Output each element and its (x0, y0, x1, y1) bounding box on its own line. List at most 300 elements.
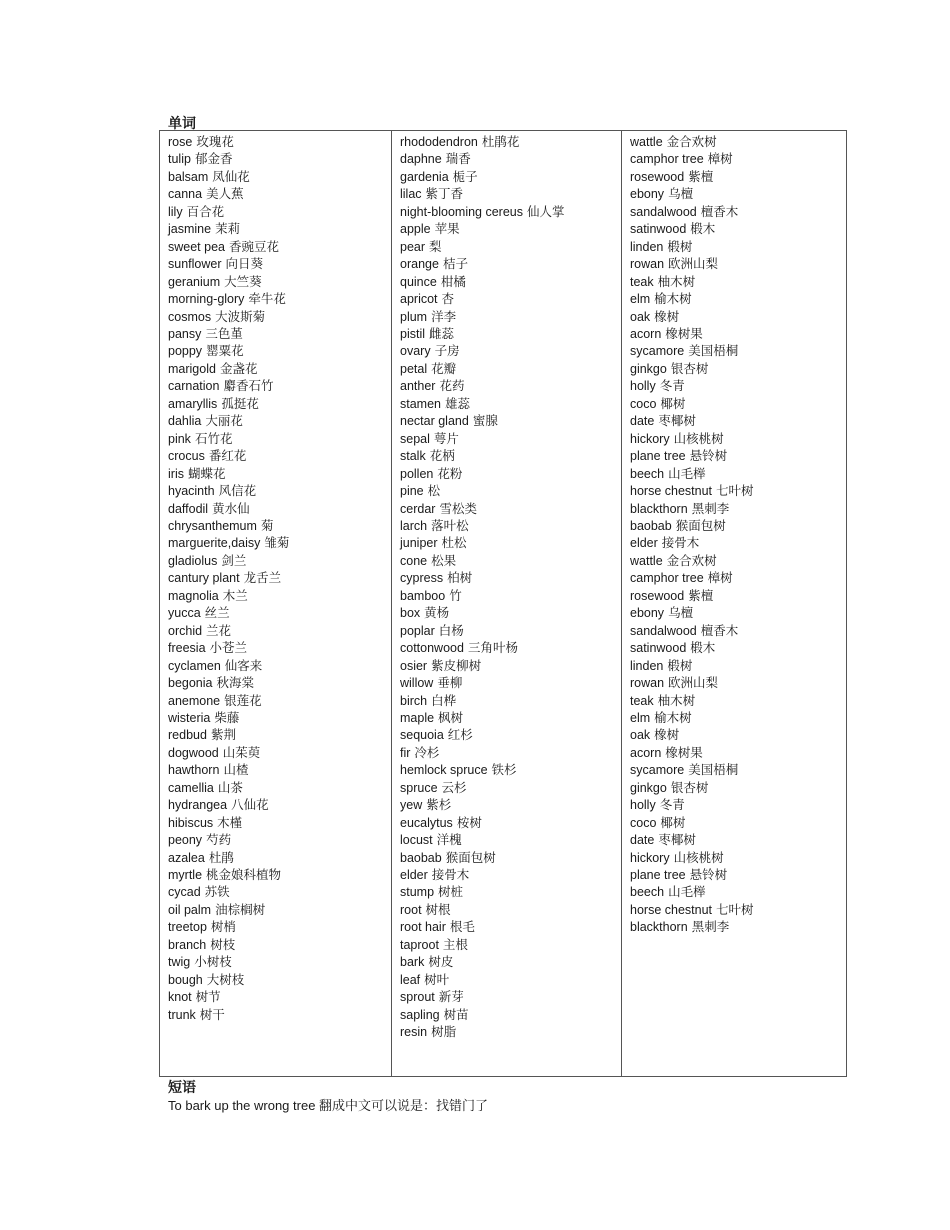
vocab-entry (400, 378, 621, 395)
vocab-chinese: 美国梧桐 (688, 344, 739, 359)
vocab-entry (400, 343, 621, 360)
vocab-chinese: 椴树 (667, 658, 693, 673)
vocab-chinese: 桔子 (442, 257, 468, 272)
vocab-chinese: 檀香木 (700, 623, 739, 638)
vocab-english: cosmos (168, 309, 212, 324)
vocab-entry (400, 1024, 621, 1041)
vocab-english: oak (630, 728, 651, 743)
vocab-english: branch (168, 937, 207, 952)
vocab-english: plane tree (630, 449, 686, 464)
vocab-entry (168, 850, 391, 867)
vocab-english: acorn (630, 745, 662, 760)
vocab-entry (630, 693, 846, 710)
vocab-chinese: 杜松 (441, 536, 467, 551)
vocab-chinese: 木兰 (222, 588, 248, 603)
vocab-english: pistil (400, 326, 426, 341)
vocab-chinese: 黄杨 (424, 606, 450, 621)
vocab-chinese: 凤仙花 (212, 169, 250, 184)
vocab-entry (630, 518, 846, 535)
vocab-chinese: 树桩 (438, 885, 464, 900)
vocab-entry (400, 326, 621, 343)
vocab-english: geranium (168, 274, 221, 289)
vocab-english: sequoia (400, 728, 444, 743)
vocab-english: iris (168, 466, 184, 481)
vocab-chinese: 牵牛花 (248, 292, 286, 307)
vocab-chinese: 紫檀 (688, 588, 714, 603)
vocab-english: holly (630, 798, 656, 813)
vocab-entry (400, 658, 621, 675)
vocab-english: sandalwood (630, 623, 697, 638)
vocab-entry (630, 658, 846, 675)
vocab-entry (400, 256, 621, 273)
vocab-entry (630, 553, 846, 570)
vocab-english: cerdar (400, 501, 436, 516)
vocab-entry (630, 727, 846, 744)
vocab-entry (168, 518, 391, 535)
vocab-entry (168, 413, 391, 430)
vocab-english: oak (630, 309, 651, 324)
vocab-chinese: 石竹花 (194, 431, 233, 446)
vocab-chinese: 垂柳 (437, 676, 463, 691)
vocab-english: cantury plant (168, 571, 240, 586)
vocab-english: fir (400, 745, 411, 760)
vocabulary-column-2 (391, 131, 621, 1076)
vocab-chinese: 椰树 (660, 815, 686, 830)
vocab-entry (168, 972, 391, 989)
vocab-chinese: 银杏树 (670, 361, 709, 376)
vocab-english: linden (630, 658, 664, 673)
vocab-entry (400, 535, 621, 552)
vocab-english: balsam (168, 169, 209, 184)
vocab-chinese: 洋李 (431, 309, 457, 324)
vocab-english: anemone (168, 693, 221, 708)
vocab-chinese: 金合欢树 (666, 553, 717, 568)
vocab-chinese: 椴木 (690, 222, 716, 237)
vocab-chinese: 杏 (441, 292, 455, 307)
vocab-chinese: 椰树 (660, 396, 686, 411)
vocab-entry (400, 518, 621, 535)
vocab-chinese: 番红花 (208, 449, 247, 464)
vocab-chinese: 金盏花 (219, 361, 258, 376)
vocab-chinese: 悬铃树 (689, 868, 728, 883)
vocab-chinese: 新芽 (438, 990, 464, 1005)
vocab-chinese: 丝兰 (204, 606, 230, 621)
vocab-english: crocus (168, 449, 205, 464)
vocab-entry (168, 605, 391, 622)
vocab-english: baobab (630, 518, 672, 533)
vocab-chinese: 黄水仙 (212, 501, 250, 516)
vocab-chinese: 花瓣 (431, 361, 457, 376)
vocab-entry (630, 256, 846, 273)
vocab-entry (630, 815, 846, 832)
vocab-chinese: 猴面包树 (675, 518, 726, 533)
vocab-chinese: 七叶树 (716, 484, 754, 499)
vocab-chinese: 冷杉 (414, 745, 440, 760)
vocab-chinese: 杜鹃 (208, 850, 234, 865)
vocab-english: blackthorn (630, 920, 688, 935)
vocab-entry (400, 1007, 621, 1024)
vocab-english: coco (630, 396, 657, 411)
vocab-entry (168, 570, 391, 587)
vocab-entry (168, 693, 391, 710)
vocab-chinese: 雄蕊 (445, 396, 471, 411)
vocab-english: camphor tree (630, 152, 704, 167)
vocab-english: birch (400, 693, 428, 708)
vocab-chinese: 树脂 (431, 1025, 457, 1040)
vocab-chinese: 橡树果 (665, 326, 703, 341)
vocab-english: daphne (400, 152, 442, 167)
vocab-english: satinwood (630, 222, 687, 237)
vocab-chinese: 花药 (439, 379, 465, 394)
vocab-entry (168, 343, 391, 360)
vocab-entry (630, 361, 846, 378)
vocab-chinese: 柴藤 (214, 710, 240, 725)
vocab-chinese: 蜜腺 (472, 414, 498, 429)
vocab-entry (630, 867, 846, 884)
vocab-english: plane tree (630, 868, 686, 883)
vocab-english: myrtle (168, 868, 203, 883)
vocab-entry (168, 501, 391, 518)
vocab-chinese: 树苗 (443, 1007, 469, 1022)
vocab-chinese: 冬青 (659, 379, 685, 394)
vocab-entry (630, 640, 846, 657)
vocab-english: pollen (400, 466, 434, 481)
vocab-entry (630, 134, 846, 151)
vocab-entry (168, 378, 391, 395)
vocab-chinese: 七叶树 (716, 902, 754, 917)
vocab-english: yucca (168, 606, 201, 621)
vocab-chinese: 橡树 (654, 309, 680, 324)
vocab-english: nectar gland (400, 414, 469, 429)
vocab-english: ginkgo (630, 780, 667, 795)
vocab-chinese: 茉莉 (215, 222, 241, 237)
vocab-english: sapling (400, 1007, 440, 1022)
vocab-english: daffodil (168, 501, 209, 516)
vocab-english: elder (400, 868, 428, 883)
vocab-entry (630, 884, 846, 901)
vocab-english: carnation (168, 379, 220, 394)
vocab-chinese: 冬青 (659, 798, 685, 813)
vocab-english: orchid (168, 623, 203, 638)
vocab-entry (400, 850, 621, 867)
vocab-entry (400, 448, 621, 465)
vocab-entry (400, 169, 621, 186)
vocab-chinese: 栀子 (452, 169, 478, 184)
vocab-chinese: 白桦 (431, 693, 457, 708)
vocab-chinese: 樟树 (707, 571, 733, 586)
vocab-chinese: 兰花 (206, 623, 232, 638)
vocab-chinese: 美国梧桐 (688, 763, 739, 778)
vocab-english: cyclamen (168, 658, 221, 673)
vocab-chinese: 油棕榈树 (215, 902, 266, 917)
vocab-chinese: 树干 (199, 1007, 225, 1022)
vocab-english: cone (400, 553, 428, 568)
vocab-chinese: 接骨木 (431, 868, 470, 883)
vocab-english: morning-glory (168, 292, 245, 307)
vocab-english: treetop (168, 920, 207, 935)
vocab-english: maple (400, 710, 435, 725)
vocab-chinese: 柚木树 (657, 693, 696, 708)
vocab-entry (400, 623, 621, 640)
vocab-english: plum (400, 309, 428, 324)
vocab-entry (168, 291, 391, 308)
vocab-chinese: 菊 (260, 518, 274, 533)
vocab-entry (400, 483, 621, 500)
vocab-entry (168, 396, 391, 413)
vocab-chinese: 云杉 (441, 780, 467, 795)
vocab-english: date (630, 833, 655, 848)
vocab-chinese: 根毛 (449, 920, 475, 935)
vocab-entry (168, 256, 391, 273)
vocab-entry (630, 396, 846, 413)
vocab-entry (630, 221, 846, 238)
vocab-chinese: 乌檀 (668, 187, 694, 202)
vocab-chinese: 雌蕊 (429, 326, 455, 341)
vocab-entry (168, 326, 391, 343)
vocab-english: elder (630, 536, 658, 551)
vocab-entry (630, 605, 846, 622)
vocab-chinese: 子房 (434, 344, 460, 359)
vocab-entry (168, 832, 391, 849)
vocab-english: canna (168, 187, 203, 202)
vocab-entry (168, 186, 391, 203)
vocab-english: twig (168, 955, 191, 970)
vocab-english: pine (400, 484, 424, 499)
vocab-entry (400, 710, 621, 727)
vocab-entry (400, 466, 621, 483)
vocab-english: wattle (630, 553, 663, 568)
vocab-english: stalk (400, 449, 426, 464)
vocab-entry (168, 745, 391, 762)
vocab-chinese: 黑刺李 (691, 501, 730, 516)
vocab-english: holly (630, 379, 656, 394)
vocab-english: dogwood (168, 745, 219, 760)
vocab-english: dahlia (168, 414, 202, 429)
vocab-english: sweet pea (168, 239, 225, 254)
vocab-chinese: 松 (427, 484, 441, 499)
vocab-chinese: 花柄 (429, 449, 455, 464)
vocab-chinese: 枣椰树 (658, 833, 696, 848)
vocab-chinese: 猴面包树 (445, 850, 496, 865)
vocab-english: sepal (400, 431, 430, 446)
vocab-entry (168, 151, 391, 168)
vocab-english: petal (400, 361, 428, 376)
vocab-chinese: 柏树 (447, 571, 473, 586)
vocab-chinese: 风信花 (218, 484, 257, 499)
vocab-entry (168, 937, 391, 954)
vocab-english: wisteria (168, 710, 211, 725)
vocab-english: azalea (168, 850, 205, 865)
vocab-entry (168, 919, 391, 936)
vocab-entry (168, 221, 391, 238)
vocab-chinese: 苏铁 (204, 885, 230, 900)
vocab-english: hemlock spruce (400, 763, 488, 778)
vocab-entry (400, 361, 621, 378)
vocab-entry (400, 867, 621, 884)
vocab-english: taproot (400, 937, 439, 952)
vocab-chinese: 玫瑰花 (196, 135, 234, 149)
vocab-chinese: 苹果 (434, 222, 460, 237)
vocab-english: trunk (168, 1007, 196, 1022)
vocab-chinese: 大波斯菊 (215, 309, 266, 324)
vocab-entry (400, 693, 621, 710)
vocab-english: linden (630, 239, 664, 254)
vocab-chinese: 乌檀 (668, 606, 694, 621)
vocab-english: stump (400, 885, 435, 900)
vocab-english: osier (400, 658, 428, 673)
vocab-entry (630, 291, 846, 308)
vocab-english: root (400, 902, 422, 917)
vocab-chinese: 大树枝 (206, 972, 245, 987)
vocab-chinese: 花粉 (437, 466, 463, 481)
vocab-english: amaryllis (168, 396, 218, 411)
vocab-entry (400, 762, 621, 779)
vocab-entry (400, 954, 621, 971)
vocab-chinese: 美人蕉 (206, 187, 244, 202)
vocab-entry (168, 239, 391, 256)
vocab-english: sunflower (168, 257, 222, 272)
vocab-chinese: 梨 (429, 239, 442, 254)
vocab-english: chrysanthemum (168, 518, 257, 533)
vocab-entry (630, 169, 846, 186)
vocab-entry (630, 431, 846, 448)
vocab-english: locust (400, 833, 433, 848)
vocab-english: begonia (168, 676, 213, 691)
vocab-entry (400, 239, 621, 256)
vocab-chinese: 落叶松 (431, 518, 469, 533)
vocab-chinese: 郁金香 (194, 152, 233, 167)
vocab-chinese: 竹 (449, 588, 462, 603)
vocab-english: rowan (630, 257, 665, 272)
vocab-english: cottonwood (400, 641, 464, 656)
vocab-chinese: 悬铃树 (689, 449, 728, 464)
vocab-chinese: 山茱萸 (222, 745, 261, 760)
vocab-entry (630, 483, 846, 500)
vocab-english: oil palm (168, 902, 212, 917)
vocab-entry (630, 535, 846, 552)
vocab-english: rose (168, 135, 193, 149)
vocab-chinese: 铁杉 (491, 763, 517, 778)
vocab-english: yew (400, 798, 423, 813)
vocab-english: knot (168, 990, 192, 1005)
vocab-chinese: 百合花 (186, 204, 225, 219)
vocab-entry (630, 570, 846, 587)
vocab-english: freesia (168, 641, 206, 656)
vocab-english: apricot (400, 292, 438, 307)
vocab-english: peony (168, 833, 203, 848)
vocab-english: hickory (630, 850, 670, 865)
vocab-chinese: 树叶 (424, 972, 450, 987)
vocab-chinese: 橡树 (654, 728, 680, 743)
vocab-entry (630, 745, 846, 762)
vocab-english: resin (400, 1025, 428, 1040)
vocab-chinese: 山毛榉 (668, 885, 706, 900)
vocab-entry (168, 797, 391, 814)
vocab-chinese: 接骨木 (661, 536, 700, 551)
vocab-chinese: 山核桃树 (673, 850, 724, 865)
vocab-entry (400, 204, 621, 221)
vocab-entry (168, 727, 391, 744)
vocab-entry (400, 309, 621, 326)
vocab-entry (168, 884, 391, 901)
vocab-entry (400, 745, 621, 762)
vocab-english: magnolia (168, 588, 219, 603)
vocab-chinese: 树枝 (210, 937, 236, 952)
vocab-entry (630, 239, 846, 256)
vocab-english: horse chestnut (630, 484, 712, 499)
vocab-entry (400, 431, 621, 448)
vocab-chinese: 大丽花 (205, 414, 243, 429)
vocab-chinese: 榆木树 (654, 292, 692, 307)
vocab-english: orange (400, 257, 439, 272)
vocab-entry (168, 815, 391, 832)
vocab-entry (168, 134, 391, 151)
vocab-entry (168, 274, 391, 291)
vocab-english: stamen (400, 396, 441, 411)
vocab-chinese: 欧洲山梨 (668, 676, 719, 691)
vocab-entry (630, 413, 846, 430)
vocab-entry (168, 658, 391, 675)
vocab-english: elm (630, 292, 651, 307)
vocab-english: leaf (400, 972, 421, 987)
vocab-chinese: 金合欢树 (666, 135, 717, 149)
vocab-chinese: 桉树 (456, 815, 482, 830)
vocab-english: marguerite,daisy (168, 536, 261, 551)
vocab-english: cycad (168, 885, 201, 900)
vocab-chinese: 剑兰 (221, 553, 247, 568)
vocab-entry (630, 343, 846, 360)
vocab-entry (400, 553, 621, 570)
vocab-english: tulip (168, 152, 191, 167)
vocab-chinese: 树节 (195, 990, 221, 1005)
vocab-entry (168, 448, 391, 465)
vocab-english: camellia (168, 780, 214, 795)
vocab-chinese: 檀香木 (700, 204, 739, 219)
vocab-entry (630, 710, 846, 727)
vocab-english: anther (400, 379, 436, 394)
vocab-entry (400, 902, 621, 919)
vocab-entry (168, 169, 391, 186)
vocab-entry (168, 553, 391, 570)
vocab-chinese: 银莲花 (224, 693, 262, 708)
vocab-chinese: 山核桃树 (673, 431, 724, 446)
vocab-chinese: 木槿 (217, 815, 243, 830)
vocab-entry (400, 832, 621, 849)
vocab-chinese: 大竺葵 (224, 274, 262, 289)
vocab-chinese: 罂粟花 (206, 344, 244, 359)
vocab-entry (168, 989, 391, 1006)
vocab-entry (168, 640, 391, 657)
vocab-english: sandalwood (630, 204, 697, 219)
vocab-entry (168, 466, 391, 483)
vocab-entry (400, 675, 621, 692)
vocab-english: beech (630, 466, 665, 481)
vocab-english: cypress (400, 571, 444, 586)
vocab-english: satinwood (630, 641, 687, 656)
vocab-entry (630, 832, 846, 849)
vocab-english: date (630, 414, 655, 429)
vocab-entry (168, 431, 391, 448)
vocab-chinese: 枣椰树 (658, 414, 696, 429)
vocab-english: sycamore (630, 344, 685, 359)
phrase-text: To bark up the wrong tree 翻成中文可以说是：找错门了 (168, 1098, 489, 1113)
vocab-entry (400, 291, 621, 308)
vocab-english: poplar (400, 623, 435, 638)
vocab-english: ginkgo (630, 361, 667, 376)
vocab-entry (630, 151, 846, 168)
vocab-entry (630, 780, 846, 797)
vocab-english: hydrangea (168, 798, 228, 813)
